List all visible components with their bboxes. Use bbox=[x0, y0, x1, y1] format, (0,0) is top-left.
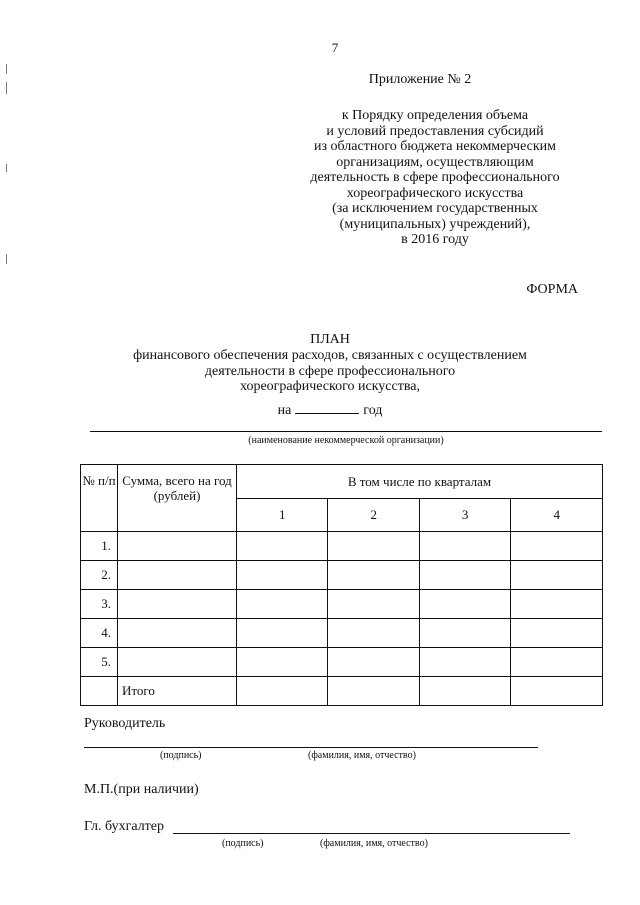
scan-margin-mark bbox=[6, 64, 7, 74]
quarter-cell[interactable] bbox=[328, 561, 419, 590]
total-quarter-cell[interactable] bbox=[511, 677, 603, 706]
plan-table bbox=[80, 464, 603, 706]
plan-line: хореографического искусства, bbox=[240, 379, 420, 394]
table-header-row bbox=[81, 465, 603, 499]
appendix-line: (муниципальных) учреждений), bbox=[339, 216, 531, 232]
quarter-cell[interactable] bbox=[328, 590, 419, 619]
year-blank-field[interactable] bbox=[295, 401, 359, 414]
head-signature-field[interactable] bbox=[84, 747, 538, 748]
form-label: ФОРМА bbox=[526, 282, 578, 297]
quarter-cell[interactable] bbox=[511, 532, 603, 561]
quarter-cell[interactable] bbox=[419, 619, 510, 648]
quarter-cell[interactable] bbox=[511, 619, 603, 648]
total-quarter-cell[interactable] bbox=[328, 677, 419, 706]
row-number: 1. bbox=[81, 532, 118, 561]
appendix-line: в 2016 году bbox=[401, 232, 469, 247]
head-label: Руководитель bbox=[84, 716, 166, 731]
org-name-caption: (наименование некоммерческой организации) bbox=[248, 435, 444, 446]
acc-sign-caption: (подпись) bbox=[222, 838, 264, 849]
appendix-line: (за исключением государственных bbox=[332, 201, 538, 216]
total-number-cell bbox=[81, 677, 118, 706]
quarter-cell[interactable] bbox=[419, 648, 510, 677]
sum-cell[interactable] bbox=[118, 561, 237, 590]
header-quarter-3: 3 bbox=[419, 499, 510, 532]
quarter-cell[interactable] bbox=[328, 532, 419, 561]
appendix-title: Приложение № 2 bbox=[368, 72, 472, 87]
appendix-text bbox=[290, 108, 580, 248]
seal-label: М.П.(при наличии) bbox=[84, 782, 199, 797]
row-number: 5. bbox=[81, 648, 118, 677]
plan-year-line bbox=[60, 401, 600, 419]
appendix-line: к Порядку определения объема bbox=[341, 108, 529, 123]
sum-cell[interactable] bbox=[118, 590, 237, 619]
sum-cell[interactable] bbox=[118, 532, 237, 561]
quarter-cell[interactable] bbox=[328, 619, 419, 648]
accountant-label: Гл. бухгалтер bbox=[84, 819, 165, 834]
quarter-cell[interactable] bbox=[419, 590, 510, 619]
scan-margin-mark bbox=[6, 254, 7, 264]
appendix-line: деятельность в сфере профессионального bbox=[310, 170, 560, 185]
quarter-cell[interactable] bbox=[419, 532, 510, 561]
total-quarter-cell[interactable] bbox=[419, 677, 510, 706]
header-quarter-1: 1 bbox=[237, 499, 328, 532]
quarter-cell[interactable] bbox=[511, 590, 603, 619]
scan-margin-mark bbox=[6, 164, 7, 172]
head-name-caption: (фамилия, имя, отчество) bbox=[308, 750, 416, 761]
total-label: Итого bbox=[118, 677, 237, 706]
plan-heading: ПЛАН bbox=[310, 332, 350, 347]
org-name-field[interactable] bbox=[90, 431, 602, 432]
plan-line: финансового обеспечения расходов, связанных с осуществлением bbox=[133, 348, 527, 363]
quarter-cell[interactable] bbox=[511, 648, 603, 677]
scan-margin-mark bbox=[6, 82, 7, 94]
row-number: 3. bbox=[81, 590, 118, 619]
quarter-cell[interactable] bbox=[419, 561, 510, 590]
page-number: 7 bbox=[331, 40, 339, 55]
quarter-cell[interactable] bbox=[237, 561, 328, 590]
quarter-cell[interactable] bbox=[237, 532, 328, 561]
year-suffix: год bbox=[363, 403, 383, 418]
header-sum: Сумма, всего на год (рублей) bbox=[118, 465, 237, 532]
appendix-line: хореографического искусства bbox=[346, 185, 524, 201]
quarter-cell[interactable] bbox=[237, 590, 328, 619]
header-quarter-2: 2 bbox=[328, 499, 419, 532]
appendix-line: и условий предоставления субсидий bbox=[326, 123, 544, 139]
plan-line: деятельности в сфере профессионального bbox=[204, 363, 456, 379]
sum-cell[interactable] bbox=[118, 619, 237, 648]
table-row bbox=[81, 590, 603, 619]
row-number: 4. bbox=[81, 619, 118, 648]
quarter-cell[interactable] bbox=[328, 648, 419, 677]
appendix-line: из областного бюджета некоммерческим bbox=[314, 139, 556, 154]
table-row bbox=[81, 561, 603, 590]
quarter-cell[interactable] bbox=[237, 648, 328, 677]
total-quarter-cell[interactable] bbox=[237, 677, 328, 706]
table-row bbox=[81, 619, 603, 648]
row-number: 2. bbox=[81, 561, 118, 590]
header-number: № п/п bbox=[81, 465, 118, 532]
acc-name-caption: (фамилия, имя, отчество) bbox=[320, 838, 428, 849]
table-total-row bbox=[81, 677, 603, 706]
accountant-signature-field[interactable] bbox=[173, 833, 570, 834]
sum-cell[interactable] bbox=[118, 648, 237, 677]
header-quarter-4: 4 bbox=[511, 499, 603, 532]
header-quarters: В том числе по кварталам bbox=[237, 465, 603, 499]
quarter-cell[interactable] bbox=[511, 561, 603, 590]
table-row bbox=[81, 648, 603, 677]
table-row bbox=[81, 532, 603, 561]
head-sign-caption: (подпись) bbox=[160, 750, 202, 761]
quarter-cell[interactable] bbox=[237, 619, 328, 648]
plan-subtitle bbox=[60, 348, 600, 395]
appendix-line: организациям, осуществляющим bbox=[336, 154, 534, 170]
year-prefix: на bbox=[277, 403, 292, 418]
